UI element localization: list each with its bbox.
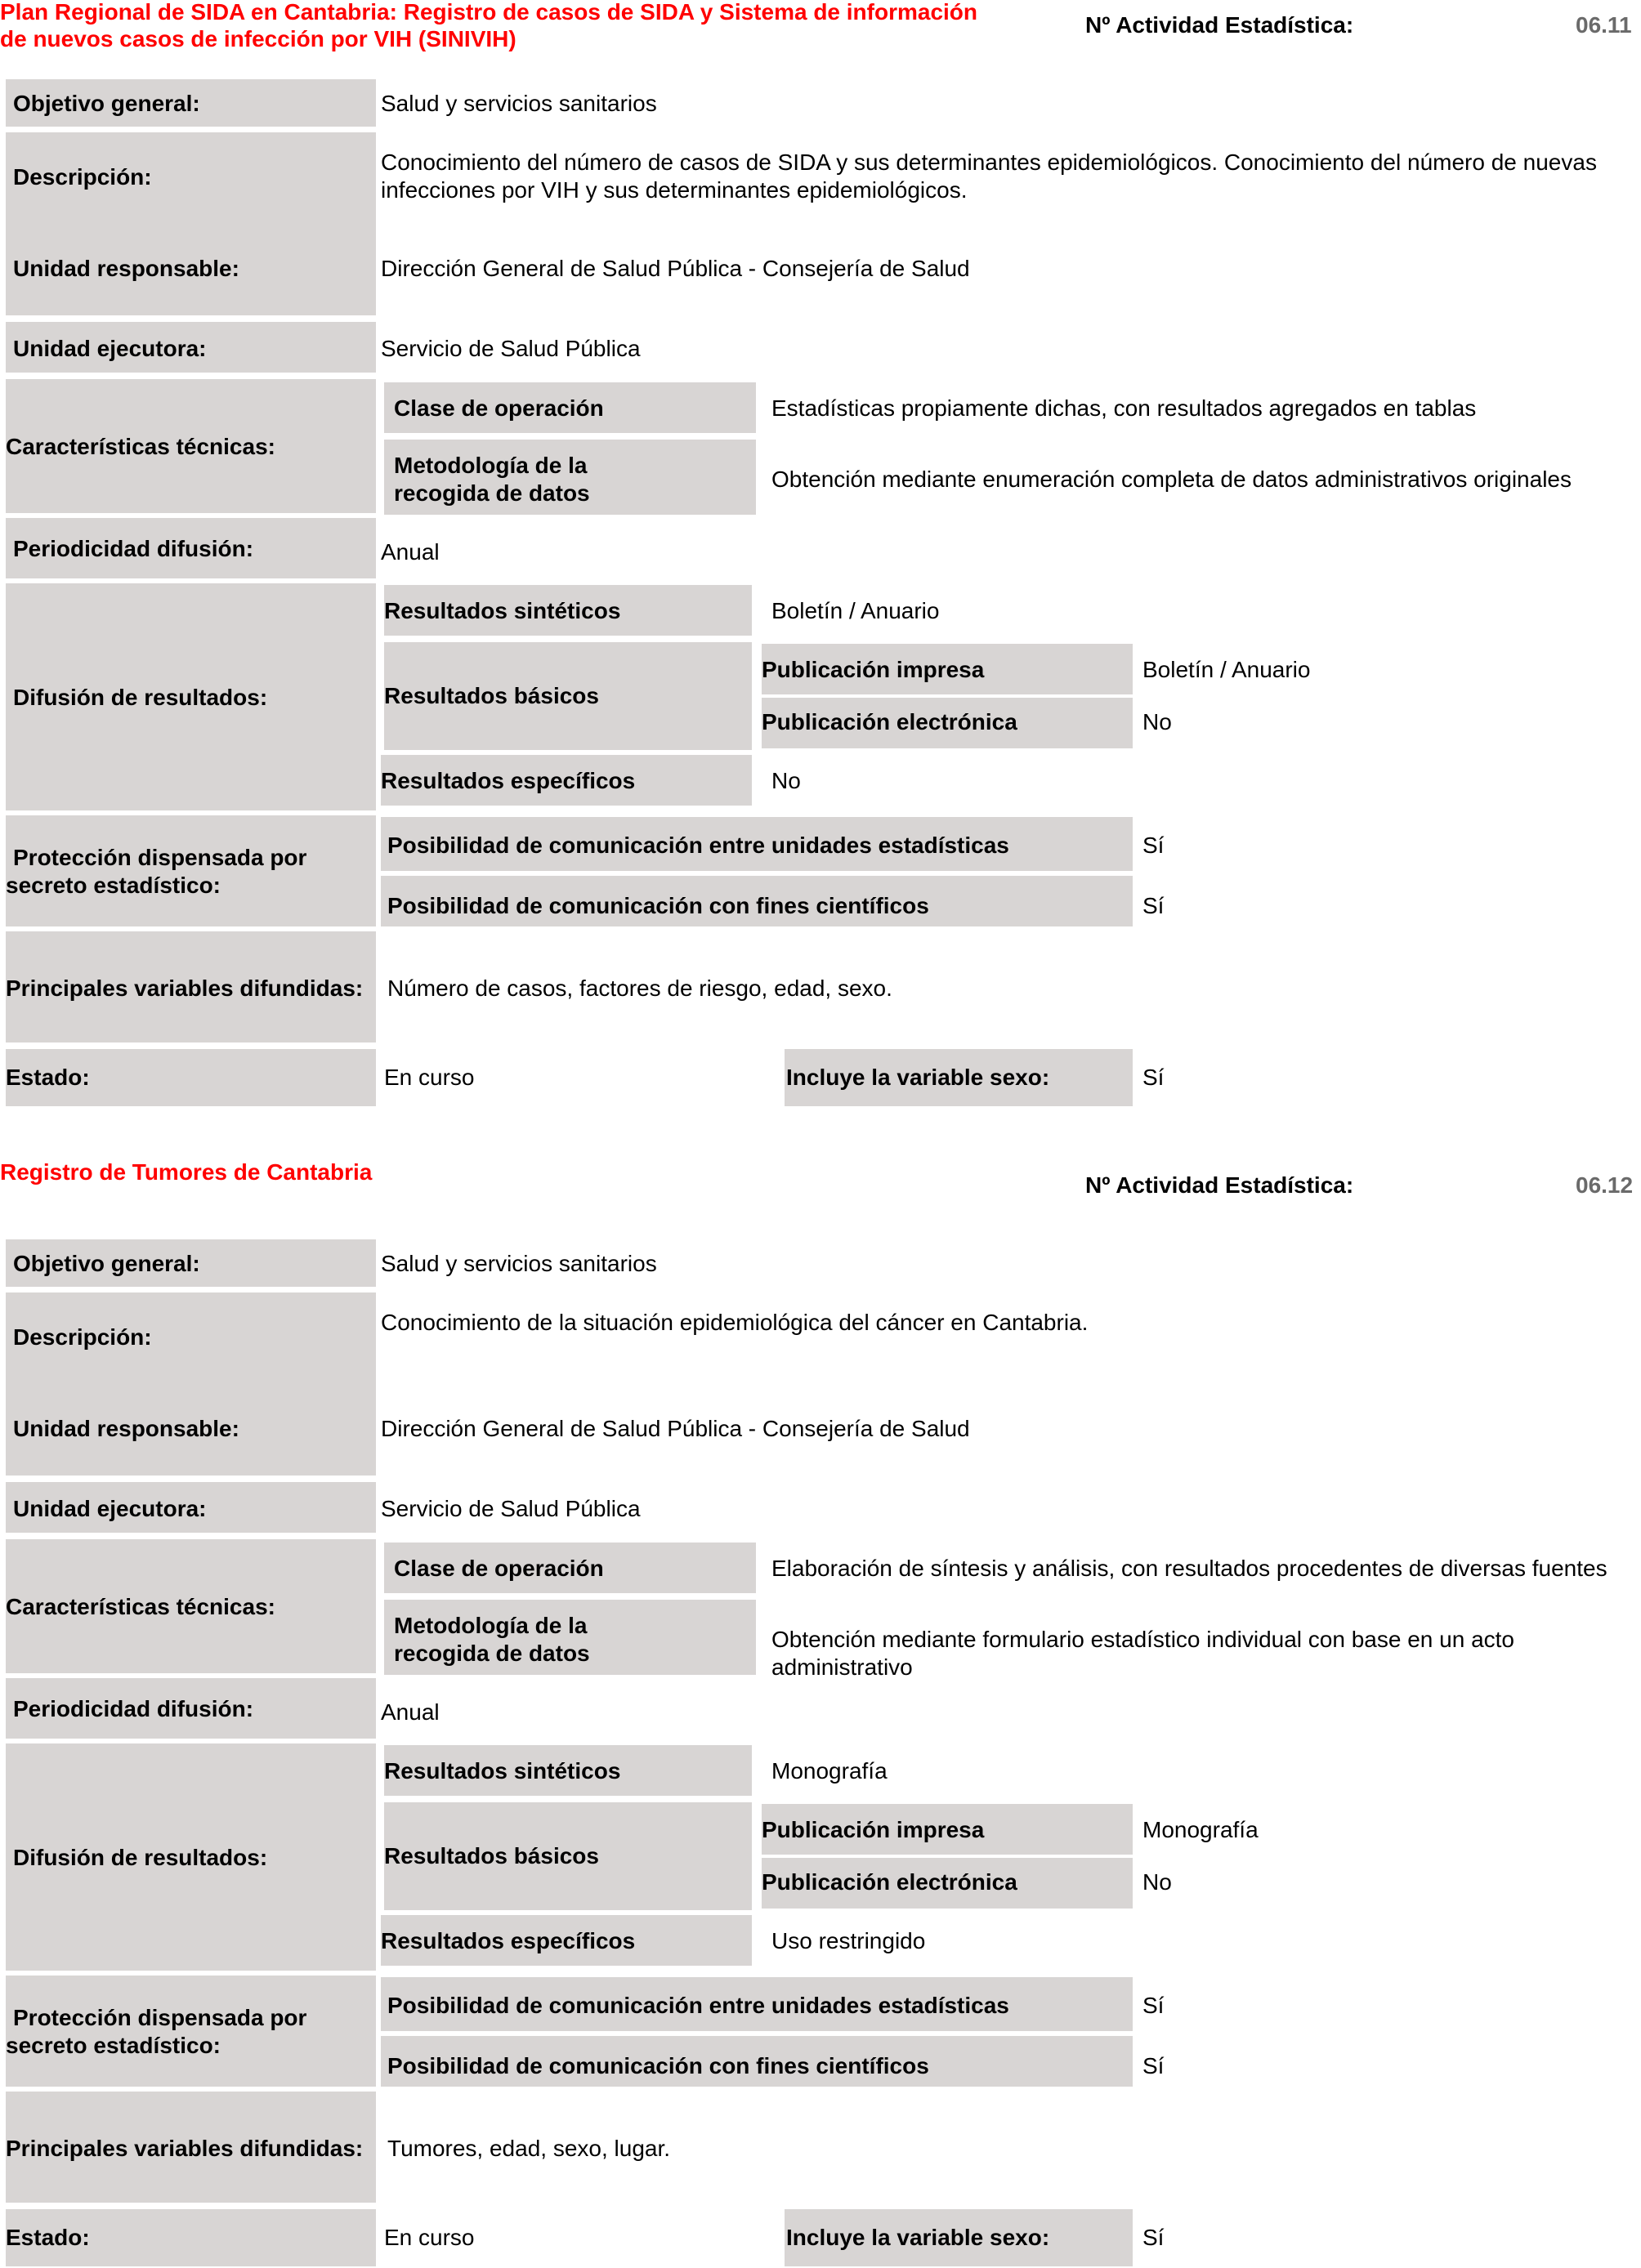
variables-value: Número de casos, factores de riesgo, edad, sexo. (387, 976, 892, 1001)
objetivo-label: Objetivo general: (13, 91, 200, 116)
descripcion-label: Descripción: (13, 164, 152, 190)
metodologia-label-line-2: recogida de datos (394, 480, 590, 506)
clase-line-1: Estadísticas propiamente dichas, con resultados agregados en tablas (771, 395, 1477, 421)
proteccion-label (6, 844, 306, 900)
periodicidad-label: Periodicidad difusión: (13, 1696, 254, 1721)
impresa-label: Publicación impresa (762, 1817, 985, 1842)
descripcion-value (381, 1309, 1088, 1337)
com-cientificos-value: Sí (1142, 2053, 1165, 2078)
clase-operacion-label: Clase de operación (394, 1556, 604, 1581)
com-unidades-label: Posibilidad de comunicación entre unidades estadísticas (387, 833, 1009, 858)
metodologia-label (394, 1612, 590, 1668)
periodicidad-label: Periodicidad difusión: (13, 536, 254, 561)
clase-operacion-value (771, 395, 1476, 422)
metodologia-line-2: administrativo (771, 1654, 913, 1680)
descripcion-line-2: infecciones por VIH y sus determinantes epidemiológicos. (381, 177, 968, 203)
activity-number: 06.12 (1576, 1172, 1634, 1198)
proteccion-label-line-1: Protección dispensada por (13, 845, 307, 870)
objetivo-value: Salud y servicios sanitarios (381, 1251, 657, 1276)
especificos-value: Uso restringido (771, 1928, 926, 1953)
activity-title (0, 1159, 372, 1185)
impresa-value: Monografía (1142, 1817, 1259, 1842)
estado-label: Estado: (6, 2225, 90, 2250)
difusion-label: Difusión de resultados: (13, 1845, 268, 1870)
caracteristicas-label: Características técnicas: (6, 1594, 275, 1619)
descripcion-label: Descripción: (13, 1324, 152, 1350)
metodologia-label (394, 452, 590, 507)
caracteristicas-label: Características técnicas: (6, 434, 275, 459)
electronica-label: Publicación electrónica (762, 1869, 1017, 1895)
sexo-label: Incluye la variable sexo: (786, 1065, 1050, 1090)
sinteticos-label: Resultados sintéticos (384, 1758, 621, 1784)
com-cientificos-label: Posibilidad de comunicación con fines científicos (387, 2053, 929, 2078)
clase-operacion-value (771, 1555, 1607, 1583)
descripcion-value (381, 149, 1597, 204)
metodologia-value (771, 466, 1572, 493)
activity-number-label: Nº Actividad Estadística: (1085, 12, 1354, 38)
unidad-ejecutora-label: Unidad ejecutora: (13, 1496, 207, 1521)
metodologia-label-line-2: recogida de datos (394, 1641, 590, 1666)
periodicidad-value: Anual (381, 539, 440, 565)
unidad-ejecutora-value: Servicio de Salud Pública (381, 1496, 641, 1521)
activity-title (0, 0, 977, 52)
sinteticos-value: Monografía (771, 1758, 888, 1784)
unidad-ejecutora-label: Unidad ejecutora: (13, 336, 207, 361)
metodologia-line-1: Obtención mediante enumeración completa de datos administrativos originales (771, 467, 1572, 492)
especificos-label: Resultados específicos (381, 768, 636, 793)
descripcion-unidad-cell (6, 1292, 376, 1476)
unidad-responsable-label: Unidad responsable: (13, 256, 239, 281)
proteccion-label-line-1: Protección dispensada por (13, 2005, 307, 2030)
activity-number: 06.11 (1576, 12, 1632, 38)
proteccion-label (6, 2004, 306, 2060)
sexo-label: Incluye la variable sexo: (786, 2225, 1050, 2250)
electronica-value: No (1142, 1869, 1172, 1895)
especificos-value: No (771, 768, 801, 793)
variables-value: Tumores, edad, sexo, lugar. (387, 2136, 671, 2161)
com-unidades-value: Sí (1142, 1993, 1165, 2018)
metodologia-line-1: Obtención mediante formulario estadístico individual con base en un acto (771, 1627, 1514, 1652)
activity-number-label: Nº Actividad Estadística: (1085, 1172, 1354, 1198)
descripcion-line-1: Conocimiento de la situación epidemiológica del cáncer en Cantabria. (381, 1310, 1089, 1335)
descripcion-unidad-cell (6, 132, 376, 315)
activity-title-line-1: Registro de Tumores de Cantabria (0, 1159, 373, 1185)
sinteticos-value: Boletín / Anuario (771, 598, 940, 623)
basicos-label: Resultados básicos (384, 1843, 599, 1868)
clase-line-1: Elaboración de síntesis y análisis, con resultados procedentes de diversas fuentes (771, 1556, 1607, 1581)
unidad-ejecutora-value: Servicio de Salud Pública (381, 336, 641, 361)
descripcion-line-1: Conocimiento del número de casos de SIDA y sus determinantes epidemiológicos. Conocimiento del número de nuevas (381, 150, 1597, 175)
estado-value: En curso (384, 1065, 475, 1090)
activity-record-2 (0, 1160, 1641, 2268)
unidad-responsable-value: Dirección General de Salud Pública - Consejería de Salud (381, 256, 970, 281)
sinteticos-label: Resultados sintéticos (384, 598, 621, 623)
metodologia-value (771, 1626, 1514, 1681)
objetivo-value: Salud y servicios sanitarios (381, 91, 657, 116)
unidad-responsable-label: Unidad responsable: (13, 1416, 239, 1441)
activity-title-line-2: de nuevos casos de infección por VIH (SINIVIH) (0, 26, 516, 51)
impresa-value: Boletín / Anuario (1142, 657, 1311, 682)
periodicidad-value: Anual (381, 1699, 440, 1725)
electronica-value: No (1142, 709, 1172, 734)
objetivo-label: Objetivo general: (13, 1251, 200, 1276)
metodologia-label-line-1: Metodología de la (394, 1613, 588, 1638)
estado-label: Estado: (6, 1065, 90, 1090)
com-unidades-label: Posibilidad de comunicación entre unidades estadísticas (387, 1993, 1009, 2018)
com-cientificos-value: Sí (1142, 893, 1165, 918)
especificos-label: Resultados específicos (381, 1928, 636, 1953)
proteccion-label-line-2: secreto estadístico: (6, 873, 221, 898)
basicos-label: Resultados básicos (384, 683, 599, 708)
metodologia-label-line-1: Metodología de la (394, 453, 588, 478)
proteccion-label-line-2: secreto estadístico: (6, 2033, 221, 2058)
estado-value: En curso (384, 2225, 475, 2250)
impresa-label: Publicación impresa (762, 657, 985, 682)
unidad-responsable-value: Dirección General de Salud Pública - Consejería de Salud (381, 1416, 970, 1441)
sexo-value: Sí (1142, 2225, 1165, 2250)
com-cientificos-label: Posibilidad de comunicación con fines científicos (387, 893, 929, 918)
activity-title-line-1: Plan Regional de SIDA en Cantabria: Registro de casos de SIDA y Sistema de información (0, 0, 978, 25)
clase-operacion-label: Clase de operación (394, 395, 604, 421)
electronica-label: Publicación electrónica (762, 709, 1017, 734)
com-unidades-value: Sí (1142, 833, 1165, 858)
sexo-value: Sí (1142, 1065, 1165, 1090)
variables-label: Principales variables difundidas: (6, 2136, 364, 2161)
difusion-label: Difusión de resultados: (13, 685, 268, 710)
variables-label: Principales variables difundidas: (6, 976, 364, 1001)
